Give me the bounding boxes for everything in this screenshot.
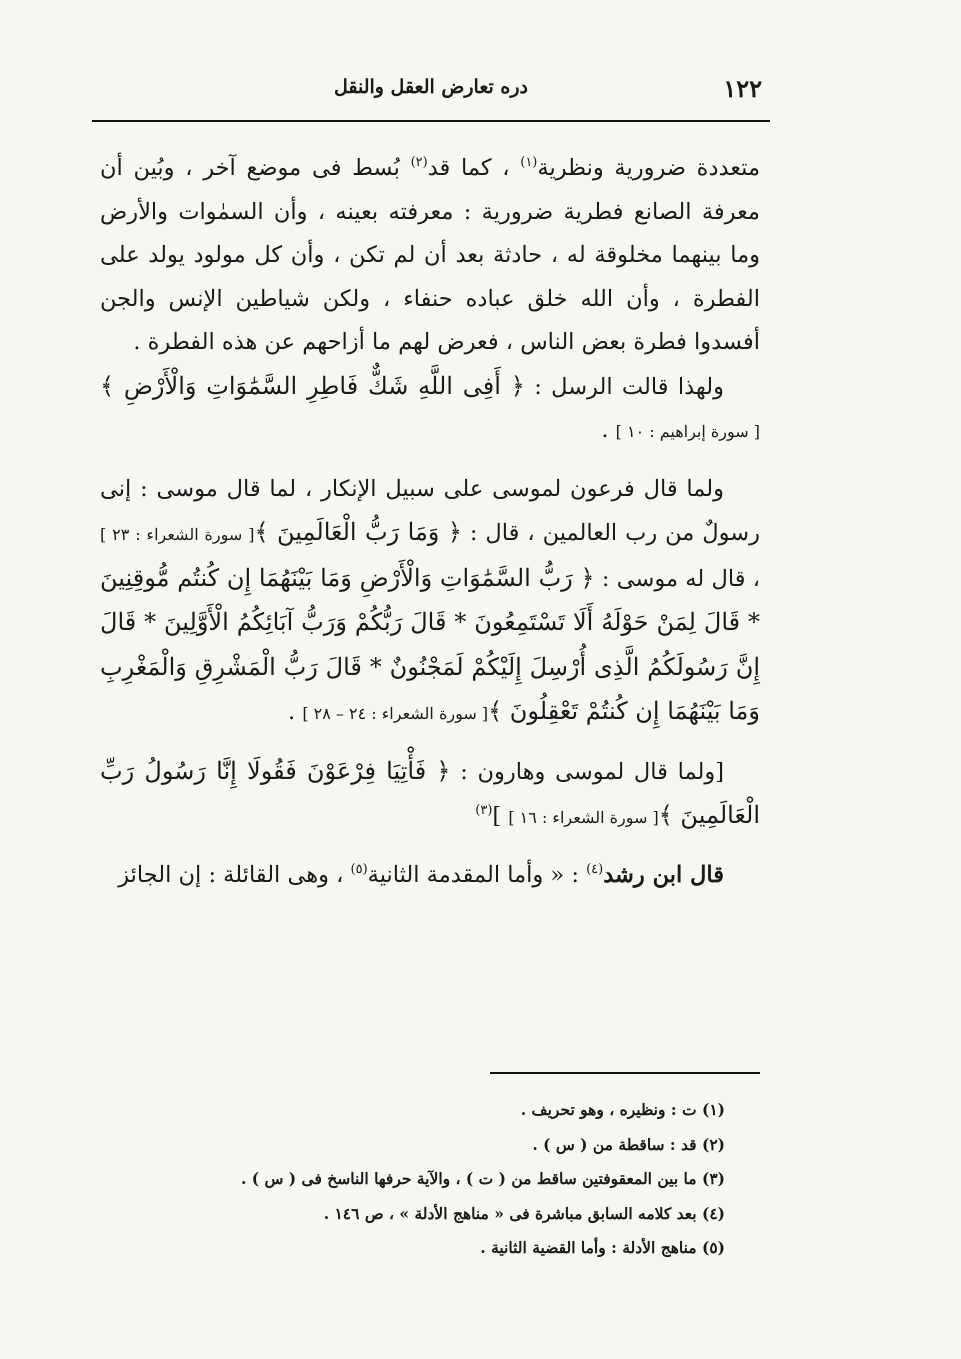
verse-citation: [ سورة الشعراء : ٢٤ – ٢٨ ] — [302, 704, 489, 723]
quran-close-brace: ﴾ — [488, 697, 503, 725]
quran-verse: أَفِى اللَّهِ شَكٌّ فَاطِرِ السَّمَٰوَاتِ وَالْأَرْضِ — [114, 371, 511, 400]
running-title: دره تعارض العقل والنقل — [333, 76, 529, 98]
quran-open-brace: ﴿ — [447, 518, 462, 546]
paragraph-2: ولهذا قالت الرسل : ﴿ أَفِى اللَّهِ شَكٌّ فَاطِرِ السَّمَٰوَاتِ وَالْأَرْضِ ﴾[ سورة إبراهيم : ١٠ ] . — [100, 371, 760, 443]
footnote-ref-3: (٣) — [475, 803, 493, 818]
footnote-ref-2: (٢) — [410, 155, 428, 170]
quran-open-brace: ﴿ — [580, 563, 595, 592]
footnote-5: (٥) مناهج الأدلة : وأما القضية الثانية . — [480, 1238, 725, 1257]
quran-close-brace: ﴾ — [100, 371, 115, 400]
footnote-ref-5: (٥) — [350, 861, 368, 877]
main-text — [100, 147, 760, 897]
quran-close-brace: ﴾ — [658, 801, 673, 829]
quran-open-brace: ﴿ — [510, 371, 525, 400]
quran-close-brace: ﴾ — [254, 518, 269, 546]
quran-verse: رَبُّ السَّمَٰوَاتِ وَالْأَرْضِ وَمَا بَيْنَهُمَا إِن كُنتُم مُّوقِنِينَ * قَالَ لِمَنْ حَوْلَهُ أَلَا تَسْتَمِعُونَ * قَالَ رَبُّكُمْ وَرَبُّ آبَائِكُمُ الْأَوَّلِينَ * قَالَ إِنَّ رَسُولَكُمُ الَّذِى أُرْسِلَ إِلَيْكُمْ لَمَجْنُونٌ * قَالَ رَبُّ الْمَشْرِقِ وَالْمَغْرِبِ وَمَا بَيْنَهُمَا إِن كُنتُمْ تَعْقِلُونَ — [100, 563, 761, 725]
paragraph-3: ولما قال فرعون لموسى على سبيل الإنكار ، لما قال موسى : إنى رسولٌ من رب العالمين ، قال : ﴿ وَمَا رَبُّ الْعَالَمِينَ ﴾[ سورة الشعراء : ٢٣ ] ، قال له موسى : ﴿ رَبُّ السَّمَٰوَاتِ وَالْأَرْضِ وَمَا بَيْنَهُمَا إِن كُنتُم مُّوقِنِينَ * قَالَ لِمَنْ حَوْلَهُ أَلَا تَسْتَمِعُونَ * قَالَ رَبُّكُمْ وَرَبُّ آبَائِكُمُ الْأَوَّلِينَ * قَالَ إِنَّ رَسُولَكُمُ الَّذِى أُرْسِلَ إِلَيْكُمْ لَمَجْنُونٌ * قَالَ رَبُّ الْمَشْرِقِ وَالْمَغْرِبِ وَمَا بَيْنَهُمَا إِن كُنتُمْ تَعْقِلُونَ ﴾[ سورة الشعراء : ٢٤ – ٢٨ ] . — [100, 475, 761, 725]
footnote-ref-1: (١) — [520, 155, 538, 170]
paragraph-1: متعددة ضرورية ونظرية$^{(١)}$ ، كما قد$^{(٢)}$ بُسط فى موضع آخر ، وبُين أن معرفة الصانع فطرية ضرورية : معرفته بعينه ، وأن السمٰوات والأرض وما بينهما مخلوقة له ، حادثة بعد أن لم تكن ، وأن كل مولود يولد على الفطرة ، وأن الله خلق عباده حنفاء ، ولكن شياطين الإنس والجن أفسدوا فطرة بعض الناس ، فعرض لهم ما أزاحهم عن هذه الفطرة . — [100, 155, 761, 355]
footnote-ref-4: (٤) — [586, 861, 604, 877]
verse-citation: [ سورة إبراهيم : ١٠ ] — [615, 422, 760, 441]
footnote-1: (١) ت : ونظيره ، وهو تحريف . — [520, 1100, 725, 1119]
paragraph-5: قال ابن رشد$^{(٤)}$ : « وأما المقدمة الثانية$^{(٥)}$ ، وهى القائلة : إن الجائز — [118, 861, 724, 888]
paragraph-4: [ولما قال لموسى وهارون : ﴿ فَأْتِيَا فِرْعَوْنَ فَقُولَا إِنَّا رَسُولُ رَبِّ الْعَالَمِينَ ﴾[ سورة الشعراء : ١٦ ] ]$^{(٣)}$ — [100, 756, 760, 829]
quran-verse: وَمَا رَبُّ الْعَالَمِينَ — [268, 518, 448, 546]
quran-verse: فَأْتِيَا فِرْعَوْنَ فَقُولَا إِنَّا رَسُولُ رَبِّ الْعَالَمِينَ — [100, 756, 760, 829]
footnotes — [120, 1093, 725, 1266]
page-number: ١٢٢ — [723, 74, 762, 103]
verse-citation: [ سورة الشعراء : ٢٣ ] — [100, 525, 255, 544]
footnote-divider — [490, 1072, 760, 1074]
page-header — [92, 70, 770, 114]
footnote-4: (٤) بعد كلامه السابق مباشرة فى « مناهج الأدلة » ، ص ١٤٦ . — [323, 1203, 725, 1223]
footnote-3: (٣) ما بين المعقوفتين ساقط من ( ت ) ، والآية حرفها الناسخ فى ( س ) . — [240, 1169, 725, 1188]
footnote-2: (٢) قد : ساقطة من ( س ) . — [532, 1134, 725, 1154]
header-divider — [92, 120, 770, 122]
quran-open-brace: ﴿ — [436, 756, 451, 785]
verse-citation: [ سورة الشعراء : ١٦ ] — [508, 808, 659, 827]
speaker-name: قال ابن رشد — [603, 861, 724, 888]
